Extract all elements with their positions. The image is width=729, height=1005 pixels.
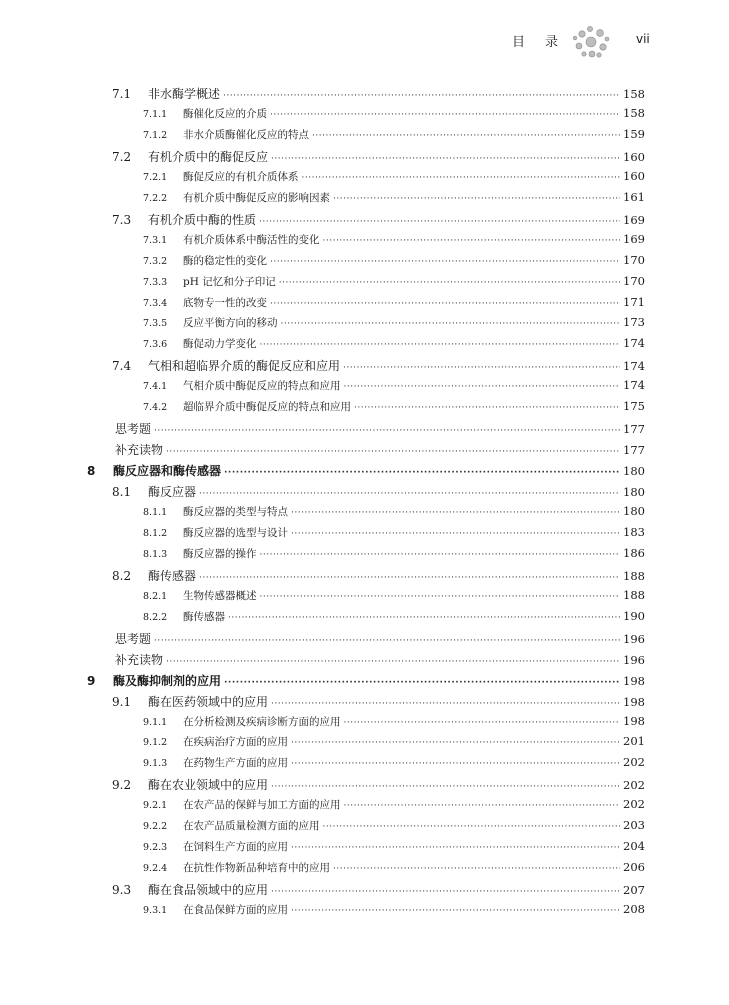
dot-leader <box>343 363 620 373</box>
toc-entry-page: 198 <box>623 694 645 709</box>
molecule-ornament-icon <box>570 24 612 60</box>
dot-leader <box>270 257 620 267</box>
toc-entry-page: 203 <box>623 818 645 833</box>
toc-entry-number: 8.1.1 <box>143 507 168 518</box>
toc-entry[interactable] <box>143 253 645 273</box>
toc-entry-page: 202 <box>623 778 645 793</box>
toc-entry[interactable] <box>112 85 645 105</box>
toc-entry-title: 酶反应器的类型与特点 <box>183 506 288 518</box>
toc-entry[interactable] <box>112 483 645 503</box>
dot-leader <box>228 613 620 623</box>
dot-leader <box>223 91 620 101</box>
dot-leader <box>199 489 620 499</box>
toc-entry[interactable] <box>143 525 645 545</box>
toc-entry-page: 196 <box>623 652 645 667</box>
toc-entry-title: 酶的稳定性的变化 <box>183 254 267 267</box>
toc-entry[interactable] <box>112 881 645 901</box>
toc-entry-title: 思考题 <box>115 422 152 437</box>
toc-entry-title: 气相和超临界介质的酶促反应和应用 <box>148 359 341 374</box>
toc-entry-number: 7.1.2 <box>143 129 168 141</box>
toc-entry[interactable] <box>115 441 645 461</box>
toc-entry-number: 9.3.1 <box>143 905 168 917</box>
dot-leader <box>291 529 620 539</box>
toc-entry-title: 在疾病治疗方面的应用 <box>183 736 288 749</box>
toc-entry-number: 7.3.5 <box>143 318 168 330</box>
toc-entry-title: 酶反应器 <box>148 485 197 500</box>
dot-leader <box>291 738 620 748</box>
dot-leader <box>271 887 620 897</box>
dot-leader <box>291 759 620 769</box>
toc-entry-page: 188 <box>623 568 645 583</box>
toc-entry[interactable] <box>143 818 645 838</box>
toc-entry-page: 196 <box>623 631 645 646</box>
toc-entry-number: 7.1.1 <box>143 108 168 120</box>
dot-leader <box>302 173 621 183</box>
toc-entry-page: 186 <box>623 545 645 560</box>
toc-entry-number: 9.1.2 <box>143 737 168 749</box>
toc-entry-title: 超临界介质中酶促反应的特点和应用 <box>183 401 351 414</box>
toc-entry-number: 9.2 <box>112 778 132 793</box>
toc-entry-page: 206 <box>623 860 645 875</box>
dot-leader <box>224 678 620 688</box>
toc-entry[interactable] <box>143 755 645 775</box>
toc-entry-page: 207 <box>623 883 645 898</box>
toc-entry-title: 在农产品的保鲜与加工方面的应用 <box>183 799 341 812</box>
toc-entry[interactable] <box>112 148 645 168</box>
toc-entry-page: 208 <box>623 902 645 917</box>
toc-entry-title: 酶在农业领域中的应用 <box>148 778 269 793</box>
toc-entry-page: 169 <box>623 212 645 227</box>
dot-leader <box>260 340 621 350</box>
toc-entry-number: 9.1 <box>112 694 132 709</box>
toc-entry[interactable] <box>112 357 645 377</box>
toc-entry-page: 170 <box>623 252 645 267</box>
dot-leader <box>312 131 620 141</box>
toc-entry-number: 7.3.3 <box>143 276 168 288</box>
toc-entry-title: 非水介质酶催化反应的特点 <box>183 128 309 141</box>
toc-entry-title: 酶促动力学变化 <box>183 338 257 351</box>
toc-entry-title: 在药物生产方面的应用 <box>183 757 288 770</box>
toc-entry-page: 198 <box>623 713 645 728</box>
toc-entry-title: 气相介质中酶促反应的特点和应用 <box>183 380 341 393</box>
toc-entry-title: 有机介质中酶促反应的影响因素 <box>183 191 330 204</box>
dot-leader <box>260 592 621 602</box>
toc-entry[interactable] <box>143 902 645 922</box>
toc-entry-page: 174 <box>623 378 645 393</box>
toc-entry-title: 酶催化反应的介质 <box>183 107 267 120</box>
header-title <box>512 31 578 50</box>
toc-entry[interactable] <box>143 504 645 524</box>
toc-entry-title: 酶传感器 <box>148 568 197 583</box>
dot-leader <box>270 299 620 309</box>
toc-entry[interactable] <box>143 860 645 880</box>
toc-entry-title: 非水酶学概述 <box>148 87 221 101</box>
toc-entry-number: 8 <box>87 464 96 479</box>
toc-entry-page: 183 <box>623 524 645 539</box>
toc-entry[interactable] <box>143 274 645 294</box>
toc-entry-page: 204 <box>623 839 645 854</box>
toc-entry-title: 在抗性作物新品种培育中的应用 <box>183 862 330 875</box>
toc-entry[interactable] <box>143 295 645 315</box>
header-page-number: vii <box>636 32 650 46</box>
dot-leader <box>291 906 620 916</box>
dot-leader <box>166 447 620 457</box>
toc-entry[interactable] <box>143 378 645 398</box>
toc-entry-title: pH 记忆和分子印记 <box>183 275 276 288</box>
toc-entry[interactable] <box>143 714 645 734</box>
header-title-char-1: 目 <box>512 35 528 50</box>
toc-entry-number: 9.1.1 <box>143 716 168 728</box>
toc-entry[interactable] <box>112 776 645 796</box>
toc-entry-title: 酶反应器的选型与设计 <box>183 526 288 539</box>
toc-entry-title: 酶在食品领域中的应用 <box>148 883 269 898</box>
toc-entry-number: 7.2.2 <box>143 192 168 204</box>
toc-entry-number: 7.3.2 <box>143 255 168 267</box>
toc-entry-number: 9.2.4 <box>143 863 168 875</box>
toc-entry-page: 169 <box>623 231 645 246</box>
dot-leader <box>344 801 621 811</box>
dot-leader <box>154 426 620 436</box>
dot-leader <box>279 278 620 288</box>
page-header <box>0 24 729 60</box>
toc-entry[interactable] <box>115 420 645 440</box>
toc-entry[interactable] <box>143 839 645 859</box>
toc-entry-number: 7.4 <box>112 359 132 374</box>
toc-entry-title: 有机介质中的酶促反应 <box>148 149 269 164</box>
toc-entry-number: 8.1.2 <box>143 527 168 539</box>
dot-leader <box>344 718 621 728</box>
toc-entry[interactable] <box>87 462 645 482</box>
toc-entry-page: 159 <box>623 126 645 141</box>
toc-entry[interactable] <box>143 190 645 210</box>
toc-entry-number: 8.1 <box>112 485 132 500</box>
toc-entry[interactable] <box>143 336 645 356</box>
toc-entry-title: 底物专一性的改变 <box>183 296 267 309</box>
dot-leader <box>154 636 620 646</box>
toc-entry[interactable] <box>143 232 645 252</box>
toc-entry-page: 158 <box>623 87 645 101</box>
dot-leader <box>166 657 620 667</box>
toc-entry[interactable] <box>143 734 645 754</box>
toc-entry-number: 7.3.6 <box>143 339 168 351</box>
toc-entry-title: 酶反应器和酶传感器 <box>113 464 222 479</box>
toc-entry-page: 188 <box>623 587 645 602</box>
toc-entry-page: 161 <box>623 189 645 204</box>
toc-entry[interactable] <box>143 106 645 126</box>
toc-entry[interactable] <box>143 546 645 566</box>
toc-entry-page: 202 <box>623 797 645 812</box>
toc-entry-title: 反应平衡方向的移动 <box>183 317 278 330</box>
dot-leader <box>199 573 620 583</box>
dot-leader <box>260 550 621 560</box>
toc-entry-title: 酶反应器的操作 <box>183 547 257 560</box>
toc-entry-number: 7.3 <box>112 212 132 227</box>
toc-entry-title: 酶在医药领域中的应用 <box>148 694 269 709</box>
toc-entry[interactable] <box>143 127 645 147</box>
toc-entry-page: 177 <box>623 443 645 458</box>
toc-entry-number: 8.2.2 <box>143 611 168 623</box>
toc-entry[interactable] <box>112 567 645 587</box>
toc-entry-title: 酶及酶抑制剂的应用 <box>113 673 222 688</box>
toc-entry-page: 180 <box>623 464 645 479</box>
toc-entry[interactable] <box>143 169 645 189</box>
toc-entry-title: 在饲料生产方面的应用 <box>183 841 288 854</box>
dot-leader <box>271 699 620 709</box>
toc-entry-number: 9.2.2 <box>143 821 168 833</box>
toc-entry[interactable] <box>87 672 645 692</box>
dot-leader <box>271 154 620 164</box>
toc-entry-title: 在农产品质量检测方面的应用 <box>183 820 320 833</box>
toc-entry-page: 201 <box>623 734 645 749</box>
toc-entry[interactable] <box>143 399 645 419</box>
dot-leader <box>323 236 621 246</box>
dot-leader <box>271 782 620 792</box>
toc-entry[interactable] <box>112 211 645 231</box>
toc-entry-page: 175 <box>623 399 645 414</box>
toc-entry-number: 8.2.1 <box>143 590 168 602</box>
toc-entry-page: 202 <box>623 755 645 770</box>
toc-entry-number: 7.4.2 <box>143 402 168 414</box>
toc-entry[interactable] <box>112 693 645 713</box>
toc-entry-number: 9 <box>87 673 96 688</box>
toc-entry-page: 174 <box>623 359 645 374</box>
toc-entry-page: 180 <box>623 504 645 518</box>
toc-entry-page: 190 <box>623 608 645 623</box>
toc-entry-page: 180 <box>623 485 645 500</box>
toc-entry[interactable] <box>143 797 645 817</box>
toc-entry-title: 思考题 <box>115 631 152 646</box>
dot-leader <box>333 864 620 874</box>
toc-entry-page: 160 <box>623 149 645 164</box>
toc-entry-title: 在分析检测及疾病诊断方面的应用 <box>183 715 341 728</box>
toc-entry-title: 酶传感器 <box>183 610 225 623</box>
dot-leader <box>323 822 621 832</box>
toc-entry-title: 有机介质中酶的性质 <box>148 212 257 227</box>
toc-entry-number: 7.2 <box>112 149 132 164</box>
toc-entry-page: 173 <box>623 315 645 330</box>
toc-entry-number: 7.3.1 <box>143 234 168 246</box>
toc-entry-title: 补充读物 <box>115 652 164 667</box>
toc-entry-title: 生物传感器概述 <box>183 589 257 602</box>
toc-entry-number: 7.3.4 <box>143 297 168 309</box>
toc-entry-number: 7.4.1 <box>143 381 168 393</box>
toc-entry[interactable] <box>143 588 645 608</box>
toc-entry-number: 7.1 <box>112 87 132 101</box>
toc-entry-title: 在食品保鲜方面的应用 <box>183 904 288 917</box>
toc-entry-page: 198 <box>623 673 645 688</box>
dot-leader <box>333 194 620 204</box>
toc-entry-page: 177 <box>623 422 645 437</box>
toc-entry-page: 170 <box>623 273 645 288</box>
toc-entry[interactable] <box>143 315 645 335</box>
dot-leader <box>354 403 620 413</box>
toc-entry-title: 酶促反应的有机介质体系 <box>183 170 299 183</box>
toc-entry-number: 8.1.3 <box>143 548 168 560</box>
toc-entry-number: 9.2.3 <box>143 842 168 854</box>
toc-entry-title: 补充读物 <box>115 443 164 458</box>
toc-entry-page: 160 <box>623 168 645 183</box>
toc-entry[interactable] <box>115 630 645 650</box>
dot-leader <box>344 382 621 392</box>
toc-entry-page: 158 <box>623 105 645 120</box>
header-title-char-2: 录 <box>545 35 561 50</box>
toc-entry[interactable] <box>143 609 645 629</box>
dot-leader <box>291 843 620 853</box>
toc-entry-number: 8.2 <box>112 568 132 583</box>
toc-entry-number: 9.3 <box>112 883 132 898</box>
dot-leader <box>259 217 620 227</box>
toc-entry-page: 174 <box>623 336 645 351</box>
toc-entry-number: 9.2.1 <box>143 800 168 812</box>
toc-entry[interactable] <box>115 651 645 671</box>
toc-entry-page: 171 <box>623 294 645 309</box>
toc-entry-title: 有机介质体系中酶活性的变化 <box>183 233 320 246</box>
toc-entry-number: 7.2.1 <box>143 171 168 183</box>
dot-leader <box>270 110 620 120</box>
dot-leader <box>291 508 620 518</box>
dot-leader <box>224 468 620 478</box>
dot-leader <box>281 319 621 329</box>
toc-entry-number: 9.1.3 <box>143 758 168 770</box>
